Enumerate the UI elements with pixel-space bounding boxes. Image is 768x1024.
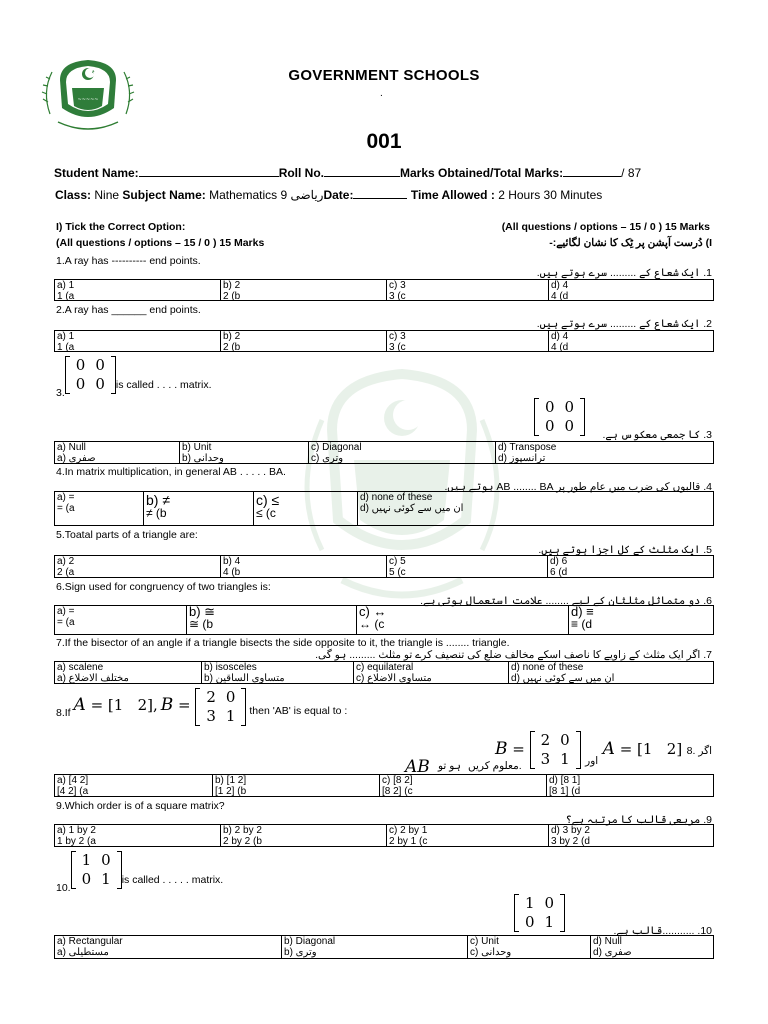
question-8-urdu-matrix: B = 2 0 3 1 $_{اور}$ A = [1 2] 8. اگر xyxy=(495,731,713,768)
school-title: GOVERNMENT SCHOOLS xyxy=(288,67,480,84)
option-c[interactable]: c) 2 by 1 2 by 1 (c xyxy=(386,825,548,846)
total-marks: / 87 xyxy=(621,166,642,180)
option-c[interactable]: c) ↔ ↔ (c xyxy=(356,606,568,634)
option-d[interactable]: d) ≡ ≡ (d xyxy=(568,606,713,634)
header-dot: . xyxy=(380,88,383,99)
question-5-urdu: 5. ایک مثلث کے کل اجزا ہوتے ہیں. xyxy=(538,544,712,556)
option-d[interactable]: d) 3 by 2 3 by 2 (d xyxy=(548,825,713,846)
svg-text:~~~~~: ~~~~~ xyxy=(77,97,99,103)
question-3-options xyxy=(54,441,714,464)
question-4-urdu: 4. قالبوں کی ضرب میں عام طور پر AB ........ BA ہوتے ہیں. xyxy=(444,481,712,493)
question-9-urdu: 9. مربعی قالب کا مرتبہ ہے؟ xyxy=(565,814,712,826)
option-b[interactable]: b) 4 4 (b xyxy=(220,556,386,577)
question-3-urdu-matrix: 0 0 0 0 xyxy=(534,398,585,436)
option-d[interactable]: d) none of these ان میں سے کوئی نہیں (d xyxy=(508,662,713,683)
student-name-field[interactable] xyxy=(139,166,279,177)
question-7-options xyxy=(54,661,714,684)
option-b[interactable]: b) Unit وحدانی (b xyxy=(179,442,308,463)
option-a[interactable]: a) 1 by 2 1 by 2 (a xyxy=(57,825,96,847)
question-8-urdu-ab: AB xyxy=(405,757,430,777)
student-info-row xyxy=(54,166,641,180)
question-3-text: 3. 0 0 0 0 is called . . . . matrix. xyxy=(56,356,212,399)
question-4-text: 4.In matrix multiplication, in general AB . . . . . BA. xyxy=(56,466,286,478)
option-c[interactable]: c) 5 5 (c xyxy=(386,556,547,577)
option-a[interactable]: a) Null صفری (a xyxy=(57,442,96,464)
class-label: Class: xyxy=(55,188,92,202)
question-6-options xyxy=(54,605,714,635)
question-10-options xyxy=(54,935,714,959)
punjab-logo-icon xyxy=(38,52,138,138)
time-value: 2 Hours 30 Minutes xyxy=(498,188,603,202)
option-a[interactable]: a) Rectangular مستطیلی (a xyxy=(57,936,123,958)
question-2-urdu: 2. ایک شعاع کے ......... سرے ہوتے ہیں. xyxy=(536,318,712,330)
marks-label: Marks Obtained/Total Marks: xyxy=(400,166,564,180)
option-a[interactable]: a) [4 2] [4 2] (a xyxy=(57,775,89,797)
question-7-text: 7.If the bisector of an angle if a triangle bisects the side opposite to it, the triangle is ........ triangle. xyxy=(56,637,510,649)
option-c[interactable]: c) 3 3 (c xyxy=(386,280,548,300)
option-a[interactable]: a) = = (a xyxy=(57,606,75,628)
question-8-text: 8.If A = [1 2], B = 2 0 3 1 then 'AB' is equal to : xyxy=(56,688,348,725)
option-c[interactable]: c) equilateral متساوی الاضلاع (c xyxy=(353,662,508,683)
option-c[interactable]: c) [8 2] [8 2] (c xyxy=(379,775,546,796)
option-b[interactable]: b) Diagonal وتری (b xyxy=(281,936,467,958)
question-6-text: 6.Sign used for congruency of two triangles is: xyxy=(56,581,271,593)
question-2-text: 2.A ray has ______ end points. xyxy=(56,304,201,316)
date-field[interactable] xyxy=(353,188,407,199)
option-a[interactable]: a) 1 1 (a xyxy=(57,280,75,302)
option-d[interactable]: d) 4 4 (d xyxy=(548,280,713,300)
paper-code: 001 xyxy=(366,130,402,153)
option-d[interactable]: d) 4 4 (d xyxy=(548,331,713,351)
roll-no-field[interactable] xyxy=(324,166,400,177)
question-6-urdu: 6. دو متماثل مثلثان کے لیے ........ علامت استعمال ہوتی ہے. xyxy=(420,595,712,607)
option-d[interactable]: d) none of these ان میں سے کوئی نہیں (d xyxy=(357,492,713,525)
date-label: Date: xyxy=(323,188,354,202)
marks-field[interactable] xyxy=(563,166,621,177)
option-d[interactable]: d) Null صفری (d xyxy=(590,936,713,958)
class-info-row xyxy=(55,188,602,202)
question-3-urdu: 3. کا جمعی معکوس ہے. xyxy=(602,429,712,441)
zero-matrix: 0 0 0 0 xyxy=(65,356,116,394)
subject-label: Subject Name: xyxy=(122,188,206,202)
option-a[interactable]: a) 1 1 (a xyxy=(57,331,75,353)
question-8-urdu-then: ہو تو xyxy=(438,760,461,772)
option-b[interactable]: b) 2 2 (b xyxy=(220,280,386,300)
class-value: Nine xyxy=(94,188,120,202)
identity-matrix: 1 0 0 1 xyxy=(71,851,122,889)
option-b[interactable]: b) 2 by 2 2 by 2 (b xyxy=(220,825,386,846)
question-8-options xyxy=(54,774,714,797)
question-1-options xyxy=(54,279,714,301)
question-5-options xyxy=(54,555,714,578)
question-9-options xyxy=(54,824,714,847)
question-9-text: 9.Which order is of a square matrix? xyxy=(56,800,225,812)
section-marks-left: (All questions / options – 15 / 0 ) 15 Marks xyxy=(56,237,265,249)
section-title-urdu: I) دُرست آپشن پر ٹِک کا نشان لگائیے:- xyxy=(549,237,712,249)
section-marks-right: (All questions / options – 15 / 0 ) 15 Marks xyxy=(501,221,710,233)
question-1-text: 1.A ray has ---------- end points. xyxy=(56,255,201,267)
option-b[interactable]: b) isosceles متساوی الساقین (b xyxy=(201,662,353,683)
option-a[interactable]: a) scalene مختلف الاضلاع (a xyxy=(57,662,129,684)
option-d[interactable]: d) 6 6 (d xyxy=(547,556,713,577)
option-b[interactable]: b) ≅ ≅ (b xyxy=(186,606,356,634)
subject-value: Mathematics 9 ریاضی xyxy=(209,188,324,202)
option-a[interactable]: a) = = (a xyxy=(57,492,75,514)
question-8-urdu-end: معلوم کریں. xyxy=(468,760,522,772)
option-d[interactable]: d) [8 1] [8 1] (d xyxy=(546,775,713,796)
option-d[interactable]: d) Transpose ترانسپوز (d xyxy=(495,442,713,463)
option-a[interactable]: a) 2 2 (a xyxy=(57,556,75,578)
section-title: I) Tick the Correct Option: xyxy=(56,221,186,233)
question-4-options xyxy=(54,491,714,526)
time-label: Time Allowed : xyxy=(410,188,495,202)
question-2-options xyxy=(54,330,714,352)
question-10-text: 10. 1 0 0 1 is called . . . . . matrix. xyxy=(56,851,224,894)
option-c[interactable]: c) Diagonal وتری (c xyxy=(308,442,495,463)
question-10-urdu-matrix: 1 0 0 1 xyxy=(514,894,565,932)
option-c[interactable]: c) 3 3 (c xyxy=(386,331,548,351)
roll-no-label: Roll No. xyxy=(278,166,325,180)
option-c[interactable]: c) ≤ ≤ (c xyxy=(253,492,357,525)
option-c[interactable]: c) Unit وحدانی (c xyxy=(467,936,590,958)
question-7-urdu: 7. اگر ایک مثلث کے زاویے کا ناصف اسکے مخالف ضلع کی تنصیف کرے تو مثلث ......... ہو گی. xyxy=(315,649,712,661)
question-10-urdu: 10. ...........قالب ہے. xyxy=(613,925,712,937)
option-b[interactable]: b) ≠ ≠ (b xyxy=(143,492,253,525)
question-5-text: 5.Toatal parts of a triangle are: xyxy=(56,529,198,541)
question-1-urdu: 1. ایک شعاع کے ......... سرے ہوتے ہیں. xyxy=(536,267,712,279)
option-b[interactable]: b) 2 2 (b xyxy=(220,331,386,351)
student-name-label: Student Name: xyxy=(54,166,139,180)
option-b[interactable]: b) [1 2] [1 2] (b xyxy=(212,775,379,796)
